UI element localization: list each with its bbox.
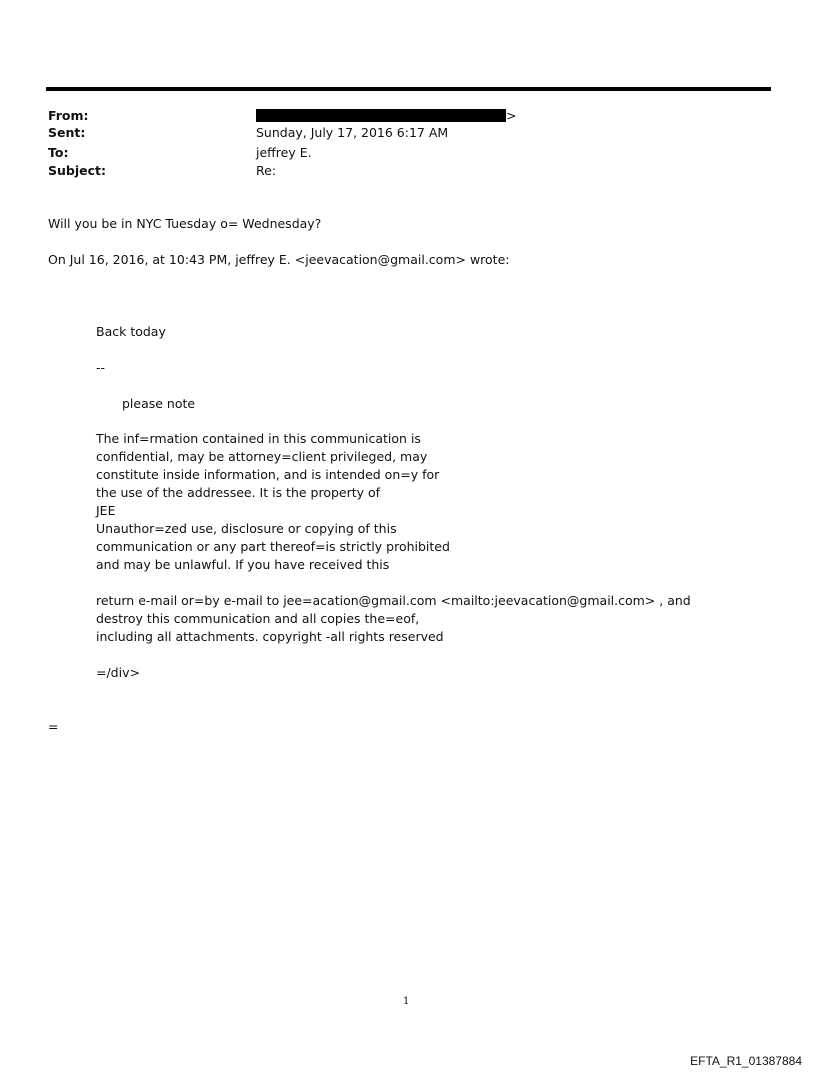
disclaimer-line: constitute inside information, and is intended on=y for	[96, 467, 440, 482]
disclaimer-line: The inf=rmation contained in this communication is	[96, 431, 421, 446]
from-value	[256, 108, 516, 124]
disclaimer-line: and may be unlawful. If you have received this	[96, 557, 390, 572]
from-value-suffix: >	[506, 108, 517, 123]
closing-line: destroy this communication and all copies the=eof,	[96, 611, 420, 626]
closing-line: including all attachments. copyright -all rights reserved	[96, 629, 444, 644]
disclaimer-line: the use of the addressee. It is the property of	[96, 485, 381, 500]
body-line-1: Will you be in NYC Tuesday o= Wednesday?	[48, 216, 322, 231]
subject-label: Subject:	[48, 163, 106, 178]
please-note: please note	[122, 396, 196, 411]
page-number: 1	[403, 996, 410, 1007]
subject-value: Re:	[256, 163, 277, 178]
disclaimer-line: communication or any part thereof=is strictly prohibited	[96, 539, 450, 554]
sent-label: Sent:	[48, 125, 86, 140]
div-close: =/div>	[96, 665, 140, 680]
sent-value: Sunday, July 17, 2016 6:17 AM	[256, 125, 449, 140]
disclaimer-line: confidential, may be attorney=client privileged, may	[96, 449, 428, 464]
back-today: Back today	[96, 324, 166, 339]
to-label: To:	[48, 145, 69, 160]
disclaimer-line: Unauthor=zed use, disclosure or copying of this	[96, 521, 397, 536]
body-line-2: On Jul 16, 2016, at 10:43 PM, jeffrey E. <jeevacation@gmail.com> wrote:	[48, 252, 510, 267]
disclaimer-line: JEE	[96, 503, 116, 518]
closing-line: return e-mail or=by e-mail to jee=acation@gmail.com <mailto:jeevacation@gmail.com> , and	[96, 593, 691, 608]
to-value: jeffrey E.	[256, 145, 312, 160]
signature-dashes: --	[96, 360, 106, 375]
trailing-equals: =	[48, 719, 59, 734]
header-rule	[46, 87, 771, 91]
redaction-bar	[256, 109, 506, 122]
document-id: EFTA_R1_01387884	[690, 1054, 802, 1068]
from-label: From:	[48, 108, 89, 123]
